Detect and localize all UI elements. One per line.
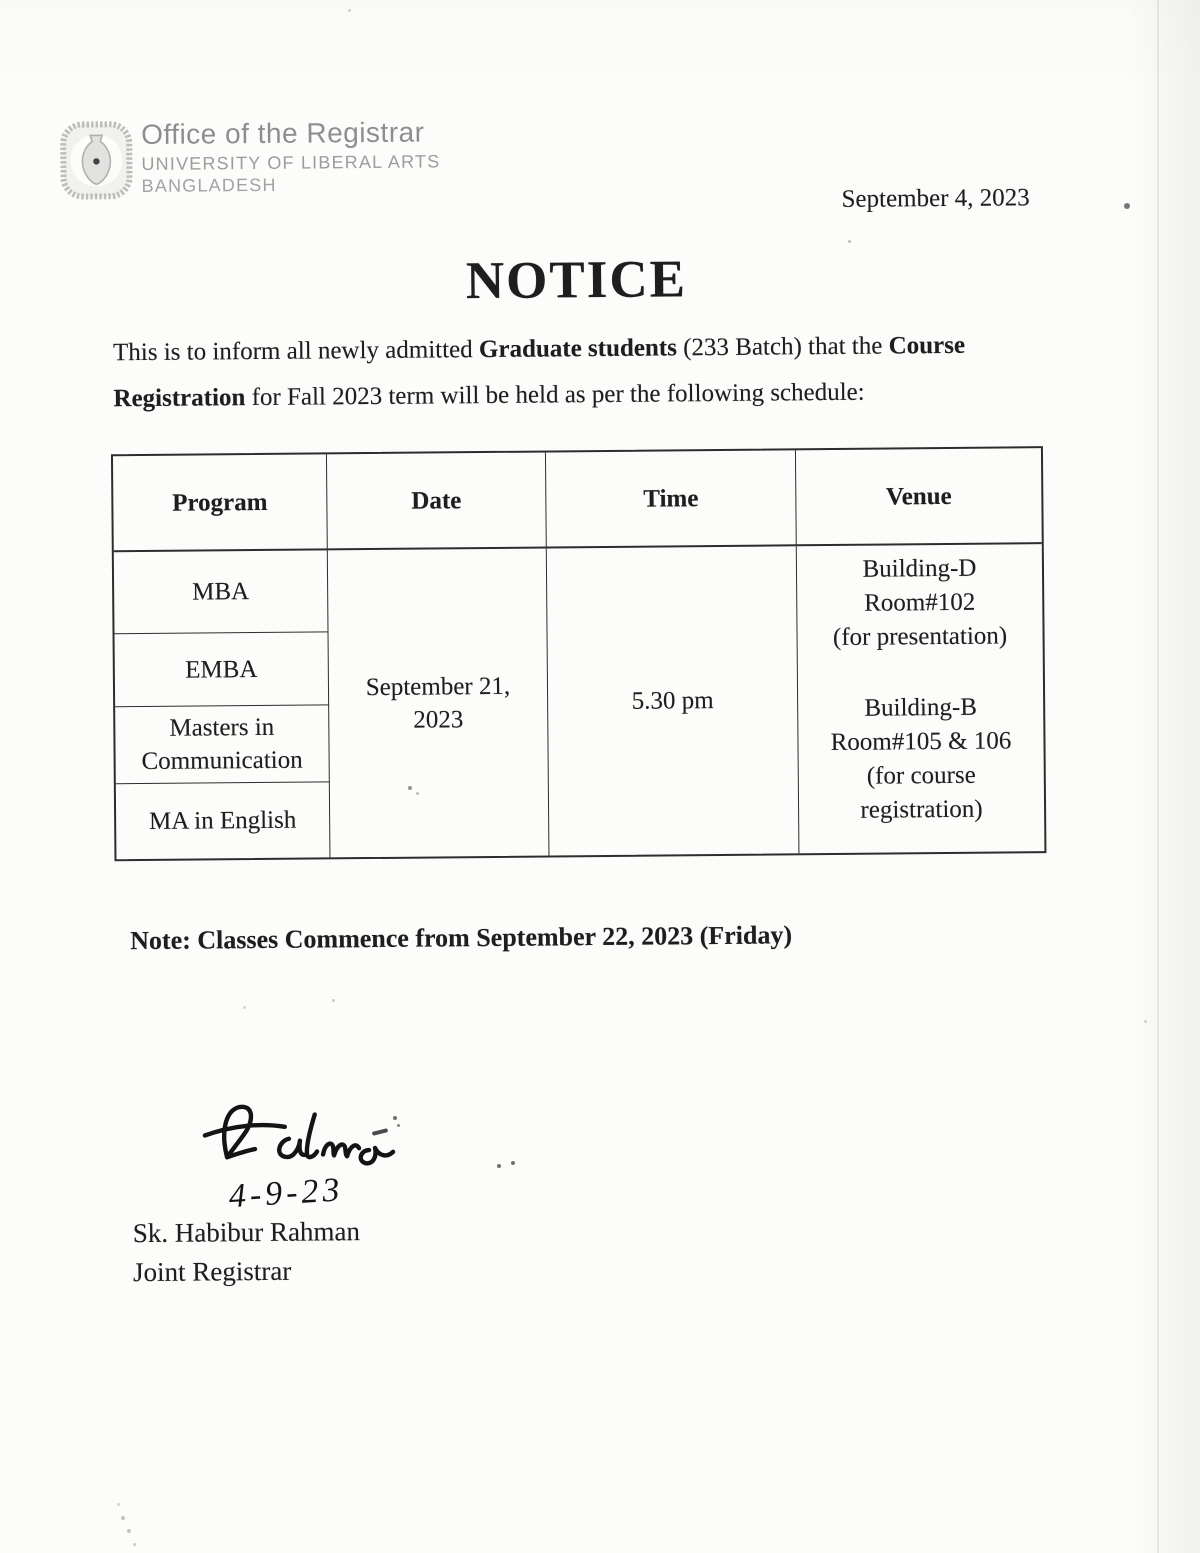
intro-paragraph <box>113 322 1046 422</box>
intro-bold-registration: Registration <box>113 384 246 413</box>
date-cell: September 21, 2023 <box>328 548 550 857</box>
intro-bold-course: Course <box>888 331 966 360</box>
issue-date: September 4, 2023 <box>841 184 1030 213</box>
program-cell-mba: MBA <box>114 550 329 634</box>
program-cell-masters-communication: Masters in Communication <box>115 705 330 784</box>
column-header-date: Date <box>327 452 547 550</box>
signature-handwriting <box>193 1097 474 1225</box>
column-header-time: Time <box>546 450 797 548</box>
letterhead-office: Office of the Registrar <box>141 116 425 151</box>
program-cell-emba: EMBA <box>115 632 330 707</box>
venue-presentation: Building-D Room#102 (for presentation) <box>832 554 1008 651</box>
ulab-seal-logo <box>59 120 134 201</box>
note-line: Note: Classes Commence from September 22, 2023 (Friday) <box>130 920 793 956</box>
intro-bold-graduate-students: Graduate students <box>478 334 678 364</box>
notice-title: NOTICE <box>465 250 688 311</box>
time-cell: 5.30 pm <box>547 546 800 855</box>
letterhead-university: UNIVERSITY OF LIBERAL ARTS <box>141 151 441 175</box>
schedule-table <box>111 446 1047 861</box>
venue-cell <box>797 544 1045 853</box>
intro-text: (233 Batch) that the <box>676 332 889 362</box>
intro-text: for Fall 2023 term will be held as per the following schedule: <box>245 378 865 412</box>
intro-text: This is to inform all newly admitted <box>112 336 480 367</box>
signature-date: 4-9-23 <box>227 1171 345 1216</box>
program-cell-ma-english: MA in English <box>116 782 331 859</box>
letterhead <box>59 117 441 200</box>
column-header-venue: Venue <box>796 448 1042 546</box>
column-header-program: Program <box>113 454 328 552</box>
venue-registration: Building-B Room#105 & 106 (for course registration) <box>830 693 1012 824</box>
signatory-name: Sk. Habibur Rahman <box>132 1216 361 1249</box>
letterhead-country: BANGLADESH <box>141 174 277 197</box>
signatory-title: Joint Registrar <box>132 1255 292 1288</box>
